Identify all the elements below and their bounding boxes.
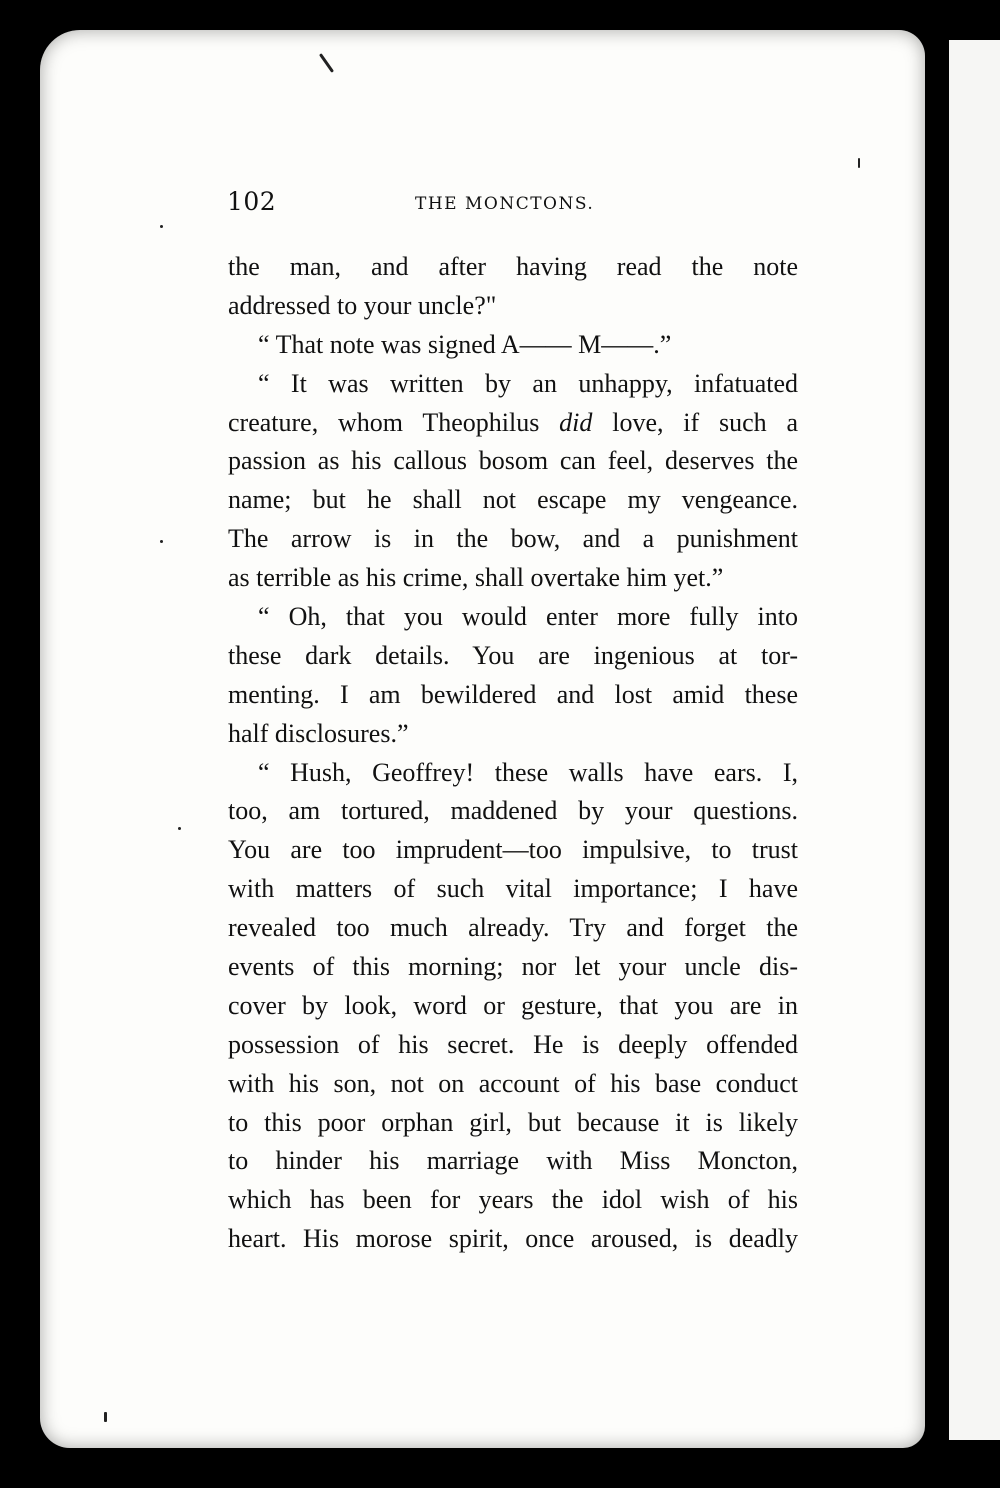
text-line: passion as his callous bosom can feel, deserves the	[228, 446, 798, 476]
text-line: heart. His morose spirit, once aroused, is deadly	[228, 1224, 798, 1254]
page-edge-shadow	[938, 0, 1000, 1488]
text-line: You are too imprudent—too impulsive, to trust	[228, 835, 798, 865]
text-line: The arrow is in the bow, and a punishment	[228, 524, 798, 554]
scan-speck	[160, 225, 163, 228]
text-line: name; but he shall not escape my vengeance.	[228, 485, 798, 515]
text-line: menting. I am bewildered and lost amid these	[228, 679, 798, 709]
text-line: half disclosures.”	[228, 718, 409, 748]
text-line: too, am tortured, maddened by your questions.	[228, 796, 798, 826]
text-line: as terrible as his crime, shall overtake him yet.”	[228, 563, 724, 593]
text-line: with his son, not on account of his base conduct	[228, 1068, 798, 1098]
page-number: 102	[227, 187, 277, 216]
text-line: “ That note was signed A—— M——.”	[258, 329, 672, 359]
text-line: which has been for years the idol wish of his	[228, 1185, 798, 1215]
text-line: with matters of such vital importance; I have	[228, 874, 798, 904]
text-line: possession of his secret. He is deeply offended	[228, 1029, 798, 1059]
text-line: the man, and after having read the note	[228, 252, 798, 281]
text-line: “ Oh, that you would enter more fully into	[258, 602, 798, 632]
text-line: revealed too much already. Try and forget the	[228, 913, 798, 943]
scan-speck	[160, 540, 163, 543]
scan-speck	[178, 827, 181, 830]
scan-speck	[104, 1412, 107, 1422]
text-line: to this poor orphan girl, but because it is likely	[228, 1107, 798, 1137]
text-line: “ It was written by an unhappy, infatuated	[258, 368, 798, 398]
running-title: THE MONCTONS.	[415, 194, 595, 214]
text-line: addressed to your uncle?"	[228, 290, 497, 320]
next-page-edge	[946, 40, 1000, 1440]
text-line: creature, whom Theophilus did love, if such a	[228, 407, 799, 437]
scan-speck	[858, 158, 860, 168]
text-line: cover by look, word or gesture, that you are in	[228, 990, 798, 1020]
text-line: to hinder his marriage with Miss Moncton,	[228, 1146, 798, 1176]
page-header	[227, 187, 807, 223]
text-line: these dark details. You are ingenious at tor-	[228, 640, 798, 670]
text-line: events of this morning; nor let your uncle dis-	[228, 952, 798, 982]
text-line: “ Hush, Geoffrey! these walls have ears. I,	[258, 757, 798, 787]
body-text	[228, 248, 798, 1259]
